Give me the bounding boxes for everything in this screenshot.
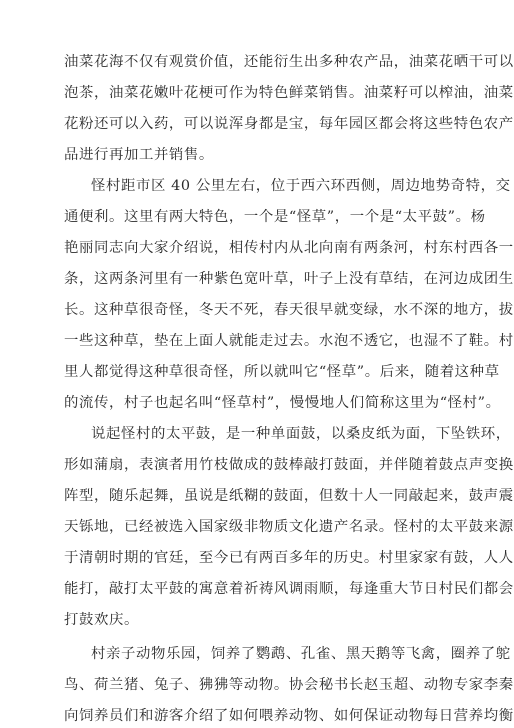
text-line: 艳丽同志向大家介绍说，相传村内从北向南有两条河，村东村西各一 bbox=[64, 240, 514, 256]
text-line: 天铄地，已经被选入国家级非物质文化遗产名录。怪村的太平鼓来源 bbox=[64, 519, 514, 535]
text-line: 通便利。这里有两大特色，一个是“怪草”，一个是“太平鼓”。杨 bbox=[64, 209, 486, 225]
text-line: 长。这种草很奇怪，冬天不死，春天很早就变绿，水不深的地方，拔 bbox=[64, 302, 514, 318]
text-line: 油菜花海不仅有观赏价值，还能衍生出多种农产品，油菜花晒干可以 bbox=[64, 54, 514, 70]
text-line: 阵型，随乐起舞，虽说是纸糊的鼓面，但数十人一同敲起来，鼓声震 bbox=[64, 488, 514, 504]
text-line: 打鼓欢庆。 bbox=[64, 612, 139, 628]
text-line: 于清朝时期的官廷，至今已有两百多年的历史。村里家家有鼓，人人 bbox=[64, 550, 514, 566]
text-line: 向饲养员们和游客介绍了如何喂养动物、如何保证动物每日营养均衡 bbox=[64, 708, 514, 724]
text-line: 一些这种草，垫在上面人就能走过去。水泡不透它，也湿不了鞋。村 bbox=[64, 333, 514, 349]
text-line: 村亲子动物乐园，饲养了鹦鹉、孔雀、黑天鹅等飞禽，圈养了鸵 bbox=[91, 646, 511, 662]
text-line: 形如蒲扇，表演者用竹枝做成的鼓棒敲打鼓面，并伴随着鼓点声变换 bbox=[64, 457, 514, 473]
text-line: 能打，敲打太平鼓的寓意着祈祷风调雨顺，每逢重大节日村民们都会 bbox=[64, 581, 514, 597]
text-line: 条，这两条河里有一种紫色宽叶草，叶子上没有草结，在河边成团生 bbox=[64, 271, 514, 287]
text-line: 的流传，村子也起名叫“怪草村”，慢慢地人们简称这里为“怪村”。 bbox=[64, 395, 501, 411]
text-line: 怪村距市区 40 公里左右，位于西六环西侧，周边地势奇特，交 bbox=[91, 178, 511, 194]
text-line: 鸟、荷兰猪、兔子、狒狒等动物。协会秘书长赵玉超、动物专家李秦 bbox=[64, 677, 514, 693]
text-line: 花粉还可以入药，可以说浑身都是宝，每年园区都会将这些特色农产 bbox=[64, 116, 514, 132]
text-line: 品进行再加工并销售。 bbox=[64, 147, 214, 163]
text-line: 说起怪村的太平鼓，是一种单面鼓，以桑皮纸为面，下坠铁环， bbox=[91, 426, 511, 442]
document-page bbox=[64, 0, 514, 724]
text-line: 里人都觉得这种草很奇怪，所以就叫它“怪草”。后来，随着这种草 bbox=[64, 364, 500, 380]
text-line: 泡茶，油菜花嫩叶花梗可作为特色鲜菜销售。油菜籽可以榨油，油菜 bbox=[64, 85, 514, 101]
